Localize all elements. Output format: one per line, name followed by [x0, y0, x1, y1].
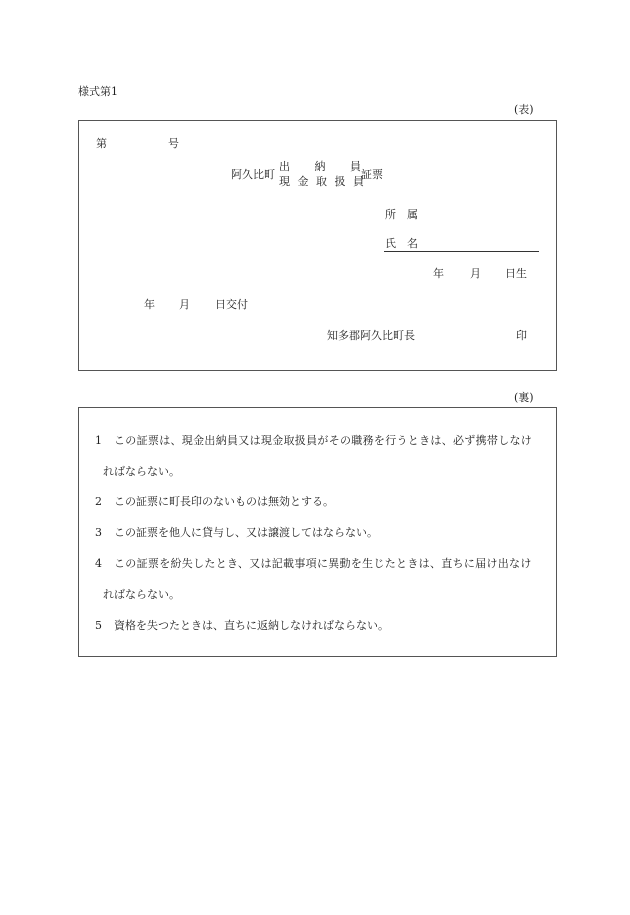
title-top-3: 員: [350, 160, 361, 173]
note-1-line2: ればならない。: [103, 465, 180, 478]
affiliation-label: 所 属: [385, 208, 418, 221]
note-5-number: 5: [95, 619, 102, 632]
number-suffix: 号: [168, 137, 179, 150]
note-4-line1: この証票を紛失したとき、又は記載事項に異動を生じたときは、直ちに届け出なけ: [114, 557, 532, 570]
note-2-number: 2: [95, 495, 102, 508]
note-1-number: 1: [95, 434, 102, 447]
issuer: 知多郡阿久比町長: [327, 329, 415, 342]
back-card: [78, 407, 557, 657]
note-4-line2: ればならない。: [103, 588, 180, 601]
note-2-line1: この証票に町長印のないものは無効とする。: [114, 495, 334, 508]
form-label: 様式第1: [78, 85, 118, 98]
number-prefix: 第: [96, 137, 107, 150]
note-5-line1: 資格を失つたときは、直ちに返納しなければならない。: [114, 619, 389, 632]
note-1-line1: この証票は、現金出納員又は現金取扱員がその職務を行うときは、必ず携帯しなけ: [114, 434, 533, 447]
note-4-number: 4: [95, 557, 102, 570]
birth-day: 日生: [505, 267, 527, 280]
front-card: [78, 120, 557, 371]
seal: 印: [516, 329, 527, 342]
back-side-label: (裏): [514, 391, 534, 404]
issue-month: 月: [179, 298, 190, 311]
title-top-1: 出: [279, 160, 290, 173]
title-bottom-1: 現: [279, 175, 290, 188]
title-bottom-2: 金: [297, 175, 309, 188]
issue-year: 年: [144, 298, 155, 311]
title-bottom-4: 扱: [334, 175, 346, 188]
title-top-row: [279, 161, 361, 172]
name-underline: [384, 251, 539, 252]
note-3-line1: この証票を他人に貸与し、又は譲渡してはならない。: [114, 526, 378, 539]
note-3-number: 3: [95, 526, 102, 539]
front-side-label: (表): [514, 103, 534, 116]
name-label: 氏 名: [385, 237, 418, 250]
title-bottom-row: [279, 176, 364, 187]
title-top-2: 納: [314, 160, 326, 173]
issue-day: 日交付: [215, 298, 248, 311]
title-suffix: 証票: [361, 168, 383, 181]
birth-month: 月: [470, 267, 481, 280]
birth-year: 年: [433, 267, 444, 280]
title-bottom-5: 員: [353, 175, 364, 188]
title-prefix: 阿久比町: [231, 168, 275, 181]
title-bottom-3: 取: [316, 175, 327, 188]
